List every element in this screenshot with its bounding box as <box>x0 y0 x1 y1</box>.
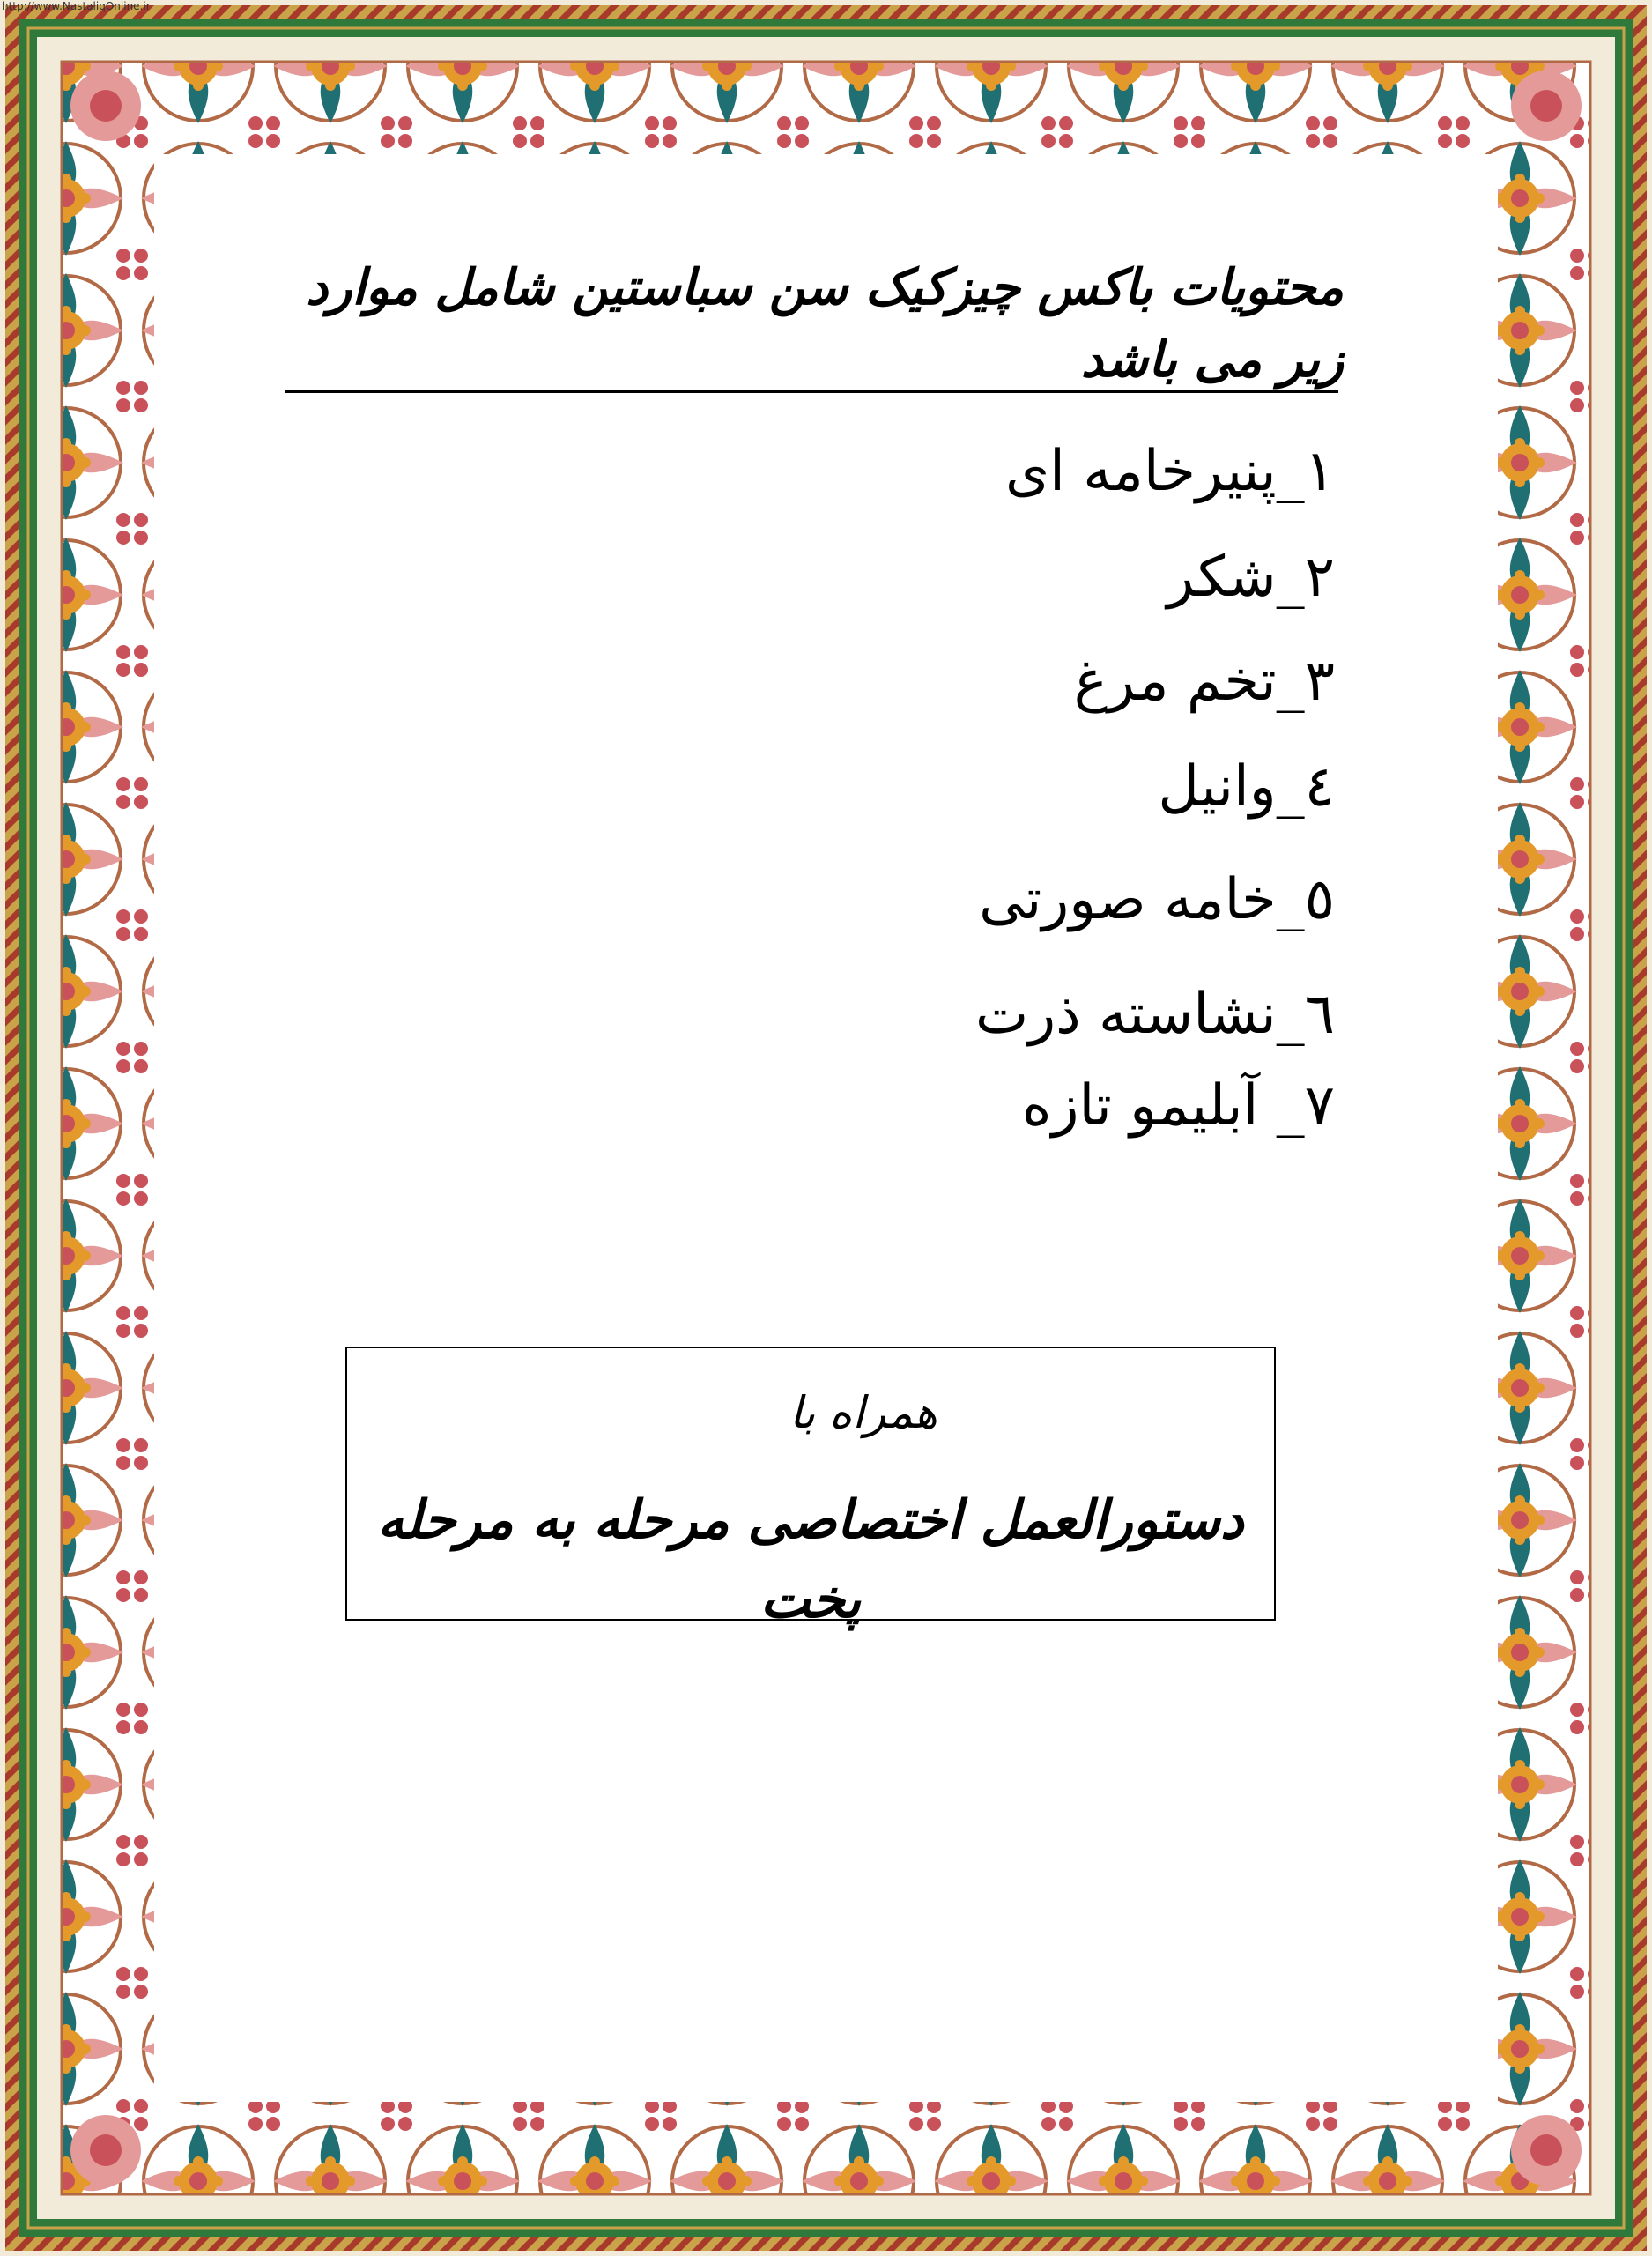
list-item: ٥_خامه صورتی <box>979 867 1335 932</box>
content-panel <box>154 154 1498 2102</box>
list-item: ٧_ آبلیمو تازه <box>1022 1073 1335 1139</box>
corner-flower-icon <box>70 2115 141 2186</box>
page-title: محتویات باکس چیزکیک سن سباستین شامل موارد زیر می باشد <box>306 258 1344 389</box>
recipe-note-box <box>345 1347 1276 1630</box>
corner-flower-icon <box>70 70 141 141</box>
list-item: ٤_وانیل <box>1158 754 1335 820</box>
list-item: ۱_پنیرخامه ای <box>1005 439 1335 504</box>
list-item: ۲_شکر <box>1167 545 1335 610</box>
corner-flower-icon <box>1511 2115 1582 2186</box>
note-text: دستورالعمل اختصاصی مرحله به مرحله پخت <box>377 1489 1244 1630</box>
list-item: ٦_نشاسته ذرت <box>974 982 1335 1047</box>
title-underline <box>285 390 1338 393</box>
note-heading: همراه با <box>789 1387 937 1438</box>
site-url: http://www.NastaliqOnline.ir <box>2 0 151 12</box>
list-item: ۳_تخم مرغ <box>1073 649 1335 714</box>
corner-flower-icon <box>1511 70 1582 141</box>
